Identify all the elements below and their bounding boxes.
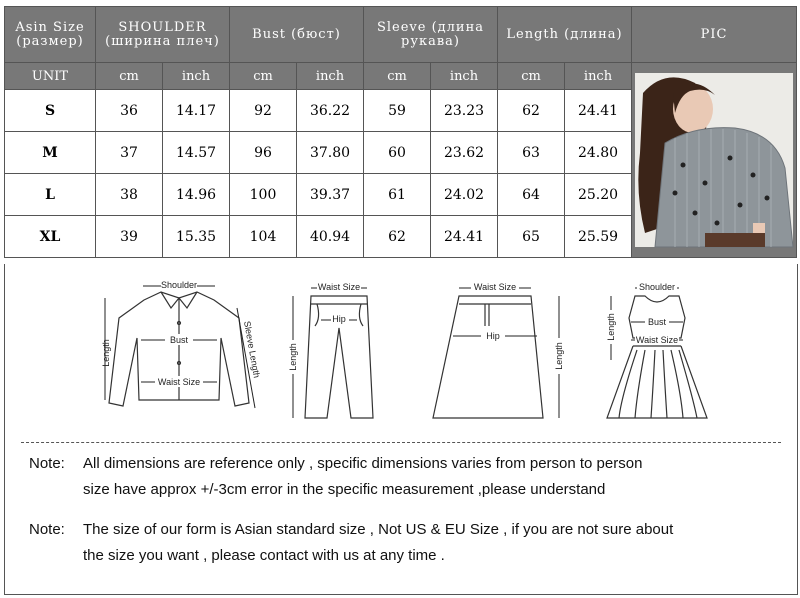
size-cell: S xyxy=(5,90,96,132)
note-line: All dimensions are reference only , specific dimensions varies from person to person xyxy=(83,455,643,472)
unit-inch: inch xyxy=(163,63,230,90)
note-line: size have approx +/-3cm error in the specific measurement ,please understand xyxy=(83,481,606,498)
value-cell: 14.17 xyxy=(163,90,230,132)
value-cell: 39.37 xyxy=(297,174,364,216)
shirt-sleeve-label: Sleeve Length xyxy=(242,320,262,379)
size-cell: XL xyxy=(5,216,96,258)
pants-length-label: Length xyxy=(288,343,298,371)
header-shoulder: SHOULDER (ширина плеч) xyxy=(96,7,230,63)
pants-diagram xyxy=(281,278,381,428)
unit-inch: inch xyxy=(565,63,632,90)
value-cell: 37 xyxy=(96,132,163,174)
skirt-hip-label: Hip xyxy=(486,331,500,341)
size-cell: M xyxy=(5,132,96,174)
value-cell: 23.62 xyxy=(431,132,498,174)
value-cell: 64 xyxy=(498,174,565,216)
value-cell: 24.41 xyxy=(565,90,632,132)
product-photo-cell xyxy=(632,63,797,258)
shirt-length-label: Length xyxy=(101,339,111,367)
value-cell: 62 xyxy=(498,90,565,132)
value-cell: 36.22 xyxy=(297,90,364,132)
pants-waist-label: Waist Size xyxy=(317,282,361,292)
header-pic: PIC xyxy=(632,7,797,63)
header-length: Length (длина) xyxy=(498,7,632,63)
header-sleeve: Sleeve (длина рукава) xyxy=(364,7,498,63)
value-cell: 39 xyxy=(96,216,163,258)
note-asian-size xyxy=(29,520,673,566)
note-dimensions xyxy=(29,454,642,500)
header-bust: Bust (бюст) xyxy=(230,7,364,63)
value-cell: 24.02 xyxy=(431,174,498,216)
value-cell: 60 xyxy=(364,132,431,174)
skirt-waist-label: Waist Size xyxy=(473,282,517,292)
value-cell: 38 xyxy=(96,174,163,216)
value-cell: 23.23 xyxy=(431,90,498,132)
pants-hip-label: Hip xyxy=(332,314,346,324)
unit-cm: cm xyxy=(96,63,163,90)
dress-waist-label: Waist Size xyxy=(635,335,679,345)
value-cell: 40.94 xyxy=(297,216,364,258)
note-line: The size of our form is Asian standard size , Not US & EU Size , if you are not sure about xyxy=(83,521,674,538)
value-cell: 14.57 xyxy=(163,132,230,174)
dashed-divider xyxy=(21,442,781,443)
value-cell: 59 xyxy=(364,90,431,132)
value-cell: 92 xyxy=(230,90,297,132)
value-cell: 15.35 xyxy=(163,216,230,258)
dress-length-label: Length xyxy=(606,313,616,341)
value-cell: 61 xyxy=(364,174,431,216)
note-label: Note: xyxy=(29,521,65,538)
value-cell: 63 xyxy=(498,132,565,174)
shirt-bust-label: Bust xyxy=(169,335,189,345)
dress-shoulder-label: Shoulder xyxy=(638,282,676,292)
dress-diagram xyxy=(595,278,725,428)
unit-inch: inch xyxy=(431,63,498,90)
dress-bust-label: Bust xyxy=(647,317,667,327)
skirt-length-label: Length xyxy=(554,342,564,370)
product-photo xyxy=(635,73,793,247)
skirt-diagram xyxy=(425,278,575,428)
value-cell: 36 xyxy=(96,90,163,132)
value-cell: 24.41 xyxy=(431,216,498,258)
unit-cm: cm xyxy=(364,63,431,90)
unit-row xyxy=(5,63,797,90)
header-row xyxy=(5,7,797,63)
unit-cm: cm xyxy=(498,63,565,90)
value-cell: 25.59 xyxy=(565,216,632,258)
note-label: Note: xyxy=(29,455,65,472)
unit-inch: inch xyxy=(297,63,364,90)
value-cell: 25.20 xyxy=(565,174,632,216)
value-cell: 37.80 xyxy=(297,132,364,174)
value-cell: 65 xyxy=(498,216,565,258)
shirt-shoulder-label: Shoulder xyxy=(160,280,198,290)
value-cell: 100 xyxy=(230,174,297,216)
value-cell: 104 xyxy=(230,216,297,258)
shirt-diagram xyxy=(99,278,262,428)
header-size: Asin Size (размер) xyxy=(5,7,96,63)
note-line: the size you want , please contact with us at any time . xyxy=(83,547,445,564)
unit-cm: cm xyxy=(230,63,297,90)
value-cell: 96 xyxy=(230,132,297,174)
value-cell: 62 xyxy=(364,216,431,258)
size-chart-table xyxy=(4,6,797,258)
value-cell: 14.96 xyxy=(163,174,230,216)
size-cell: L xyxy=(5,174,96,216)
shirt-waist-label: Waist Size xyxy=(157,377,201,387)
unit-label: UNIT xyxy=(5,63,96,90)
value-cell: 24.80 xyxy=(565,132,632,174)
measurement-guide xyxy=(4,264,798,595)
